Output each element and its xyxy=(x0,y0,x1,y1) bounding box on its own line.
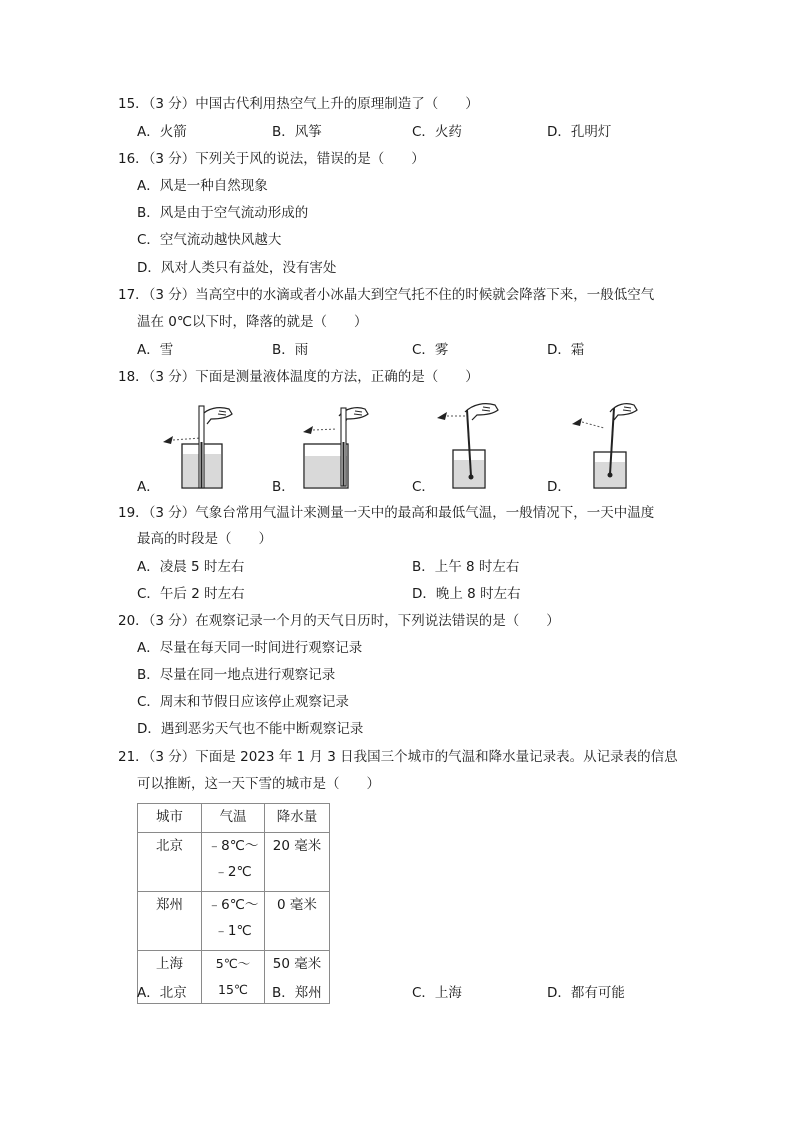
thermometer-in-beaker-illustration-d xyxy=(570,402,660,490)
q18-option-a[interactable]: A． xyxy=(137,479,160,495)
table-header-row xyxy=(138,804,330,833)
q20-option-b[interactable]: B．尽量在同一地点进行观察记录 xyxy=(137,667,336,683)
table-row xyxy=(138,892,330,951)
q18-option-d[interactable]: D． xyxy=(547,479,571,495)
cell-precipitation: 50 毫米 xyxy=(265,951,330,1004)
question-18-stem: 18．（3 分）下面是测量液体温度的方法，正确的是（ ） xyxy=(118,369,479,385)
temperature-line-2: ﹣2℃ xyxy=(214,864,252,880)
temperature-line-1: ﹣6℃～ xyxy=(207,897,259,913)
question-15-stem: 15．（3 分）中国古代利用热空气上升的原理制造了（ ） xyxy=(118,96,479,112)
header-precipitation: 降水量 xyxy=(265,804,330,833)
cell-temperature: 5℃～15℃ xyxy=(202,951,265,1004)
question-16-stem: 16．（3 分）下列关于风的说法，错误的是（ ） xyxy=(118,151,425,167)
question-21-stem-line2: 可以推断，这一天下雪的城市是（ ） xyxy=(137,776,380,792)
q16-option-a[interactable]: A．风是一种自然现象 xyxy=(137,178,268,194)
header-city: 城市 xyxy=(138,804,202,833)
cell-precipitation: 0 毫米 xyxy=(265,892,330,951)
q15-option-c[interactable]: C．火药 xyxy=(412,124,462,140)
q16-option-b[interactable]: B．风是由于空气流动形成的 xyxy=(137,205,309,221)
q20-option-c[interactable]: C．周末和节假日应该停止观察记录 xyxy=(137,694,349,710)
q19-option-b[interactable]: B．上午 8 时左右 xyxy=(412,559,520,575)
q17-option-d[interactable]: D．霜 xyxy=(547,342,585,358)
q20-option-d[interactable]: D．遇到恶劣天气也不能中断观察记录 xyxy=(137,721,364,737)
q16-option-d[interactable]: D．风对人类只有益处，没有害处 xyxy=(137,260,337,276)
q20-option-a[interactable]: A．尽量在每天同一时间进行观察记录 xyxy=(137,640,363,656)
thermometer-in-beaker-illustration-a xyxy=(157,402,247,490)
q18-option-b[interactable]: B． xyxy=(272,479,295,495)
thermometer-in-beaker-illustration-c xyxy=(435,402,525,490)
cell-temperature xyxy=(202,892,265,951)
q17-option-a[interactable]: A．雪 xyxy=(137,342,174,358)
q19-option-d[interactable]: D．晚上 8 时左右 xyxy=(412,586,521,602)
cell-city: 上海 xyxy=(138,951,202,1004)
weather-record-table xyxy=(137,803,330,1004)
q15-option-b[interactable]: B．风筝 xyxy=(272,124,322,140)
q19-option-c[interactable]: C．午后 2 时左右 xyxy=(137,586,245,602)
q17-option-b[interactable]: B．雨 xyxy=(272,342,309,358)
q21-option-a[interactable]: A．北京 xyxy=(137,985,187,1001)
cell-precipitation: 20 毫米 xyxy=(265,833,330,892)
q16-option-c[interactable]: C．空气流动越快风越大 xyxy=(137,232,282,248)
header-temperature: 气温 xyxy=(202,804,265,833)
question-20-stem: 20．（3 分）在观察记录一个月的天气日历时，下列说法错误的是（ ） xyxy=(118,613,560,629)
question-21-stem-line1: 21．（3 分）下面是 2023 年 1 月 3 日我国三个城市的气温和降水量记录表。从记录表的信息 xyxy=(118,749,678,765)
table-row xyxy=(138,833,330,892)
thermometer-in-beaker-illustration-b xyxy=(297,402,387,490)
question-19-stem-line2: 最高的时段是（ ） xyxy=(137,531,272,547)
cell-city: 北京 xyxy=(138,833,202,892)
cell-city: 郑州 xyxy=(138,892,202,951)
question-19-stem-line1: 19．（3 分）气象台常用气温计来测量一天中的最高和最低气温，一般情况下，一天中温度 xyxy=(118,505,655,521)
temperature-line-1: ﹣8℃～ xyxy=(207,838,259,854)
q21-option-d[interactable]: D．都有可能 xyxy=(547,985,625,1001)
q21-option-b[interactable]: B．郑州 xyxy=(272,985,322,1001)
cell-temperature xyxy=(202,833,265,892)
temperature-line-2: ﹣1℃ xyxy=(214,923,252,939)
question-17-stem-line1: 17．（3 分）当高空中的水滴或者小冰晶大到空气托不住的时候就会降落下来，一般低空气 xyxy=(118,287,655,303)
q21-option-c[interactable]: C．上海 xyxy=(412,985,462,1001)
q15-option-d[interactable]: D．孔明灯 xyxy=(547,124,612,140)
q18-option-c[interactable]: C． xyxy=(412,479,435,495)
q19-option-a[interactable]: A．凌晨 5 时左右 xyxy=(137,559,245,575)
q15-option-a[interactable]: A．火箭 xyxy=(137,124,187,140)
q17-option-c[interactable]: C．雾 xyxy=(412,342,449,358)
question-17-stem-line2: 温在 0℃以下时，降落的就是（ ） xyxy=(137,314,368,330)
